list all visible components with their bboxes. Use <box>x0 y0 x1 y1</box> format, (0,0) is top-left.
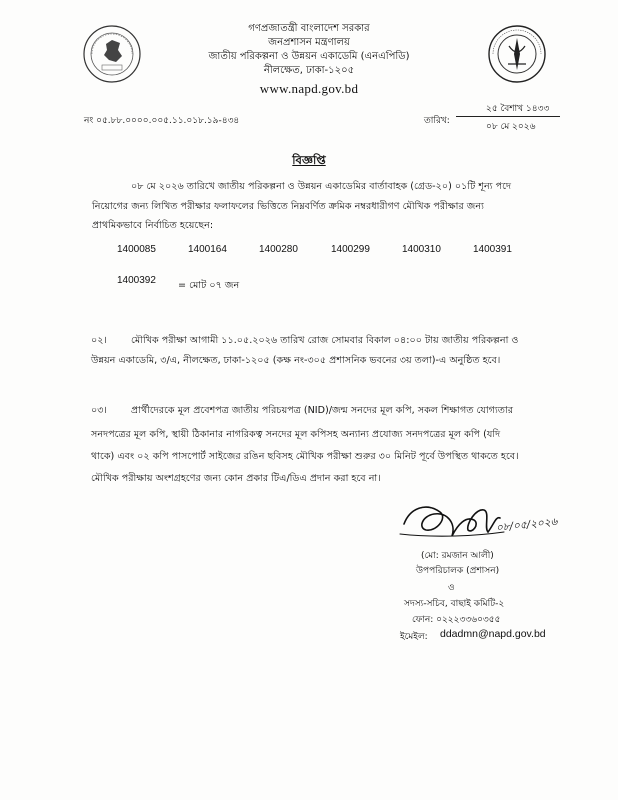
roll-number: 1400391 <box>473 244 512 255</box>
intro-line-3: প্রাথমিকভাবে নির্বাচিত হয়েছেন: <box>92 220 214 231</box>
para3-line-1: প্রার্থীদেরকে মূল প্রবেশপত্র জাতীয় পরিচয়পত্র (NID)/জন্ম সনদের মূল কপি, সকল শিক্ষাগত যোগ্যতার <box>131 405 514 416</box>
para3-line-2: সনদপত্রের মূল কপি, স্থায়ী ঠিকানার নাগরিকত্ব সনদের মূল কপিসহ অন্যান্য প্রযোজ্য সনদপত্রের মূল কপি (যদি <box>91 429 501 440</box>
total-count: = মোট ০৭ জন <box>178 280 240 291</box>
date-divider <box>456 116 560 117</box>
para3-number: ০৩। <box>91 405 107 416</box>
para2-number: ০২। <box>91 335 107 346</box>
header-ministry: জনপ্রশাসন মন্ত্রণালয় <box>268 37 350 48</box>
roll-number: 1400164 <box>188 244 227 255</box>
email-label: ইমেইল: <box>400 632 428 642</box>
header-government: গণপ্রজাতন্ত্রী বাংলাদেশ সরকার <box>248 23 370 34</box>
signatory-phone: ফোন: ০২২২৩৩৬০৩৫৫ <box>412 615 501 625</box>
roll-number: 1400085 <box>117 244 156 255</box>
para2-line-2: উন্নয়ন একাডেমি, ৩/এ, নীলক্ষেত, ঢাকা-১২০৫ (কক্ষ নং-৩০৫ প্রশাসনিক ভবনের ৩য় তলা)-এ অনুষ্ঠিত হবে। <box>91 355 501 366</box>
header-website: www.napd.gov.bd <box>259 81 359 96</box>
para3-line-3: থাকে) এবং ০২ কপি পাসপোর্ট সাইজের রঙিন ছবিসহ মৌখিক পরীক্ষা শুরুর ৩০ মিনিট পূর্বে উপস্থিত থাকতে হবে। <box>91 451 519 462</box>
notice-title <box>0 152 618 171</box>
signatory-role: সদস্য-সচিব, বাছাই কমিটি-২ <box>404 599 505 609</box>
signatory-name: (মো: রমজান আলী) <box>421 551 494 561</box>
signatory-email: ddadmn@napd.gov.bd <box>440 628 546 640</box>
header-address: নীলক্ষেত, ঢাকা-১২০৫ <box>263 65 355 76</box>
para2-line-1: মৌখিক পরীক্ষা আগামী ১১.০৫.২০২৬ তারিখ রোজ সোমবার বিকাল ০৪:০০ টায় জাতীয় পরিকল্পনা ও <box>131 335 519 346</box>
signatory-conjunction: ও <box>448 583 455 593</box>
intro-line-1: ০৮ মে ২০২৬ তারিখে জাতীয় পরিকল্পনা ও উন্নয়ন একাডেমির বার্তাবাহক (গ্রেড-২০) ০১টি শূন্য পদে <box>131 181 512 192</box>
header-academy: জাতীয় পরিকল্পনা ও উন্নয়ন একাডেমি (এনএপিডি) <box>208 51 410 62</box>
memo-number: নং ০৫.৮৮.০০০০.০০৫.১১.০১৮.১৯-৪৩৪ <box>84 116 240 126</box>
date-bangla: ২৫ বৈশাখ ১৪৩৩ <box>486 104 550 114</box>
roll-number: 1400280 <box>259 244 298 255</box>
notice-title-text: বিজ্ঞপ্তি <box>292 153 326 167</box>
roll-number: 1400310 <box>402 244 441 255</box>
date-label: তারিখ: <box>424 116 450 126</box>
roll-number: 1400392 <box>117 275 156 286</box>
roll-number: 1400299 <box>331 244 370 255</box>
intro-line-2: নিয়োগের জন্য লিখিত পরীক্ষার ফলাফলের ভিত্তিতে নিম্নবর্ণিত ক্রমিক নম্বরধারীগণ মৌখিক পরীক্ষার জন্য <box>92 201 484 212</box>
signature-date: ০৮/০৫/২০২৬ <box>495 515 558 535</box>
para3-line-4: মৌখিক পরীক্ষায় অংশগ্রহণের জন্য কোন প্রকার টিএ/ডিএ প্রদান করা হবে না। <box>91 473 381 484</box>
signatory-designation: উপপরিচালক (প্রশাসন) <box>416 566 500 576</box>
date-english: ০৮ মে ২০২৬ <box>486 122 536 132</box>
